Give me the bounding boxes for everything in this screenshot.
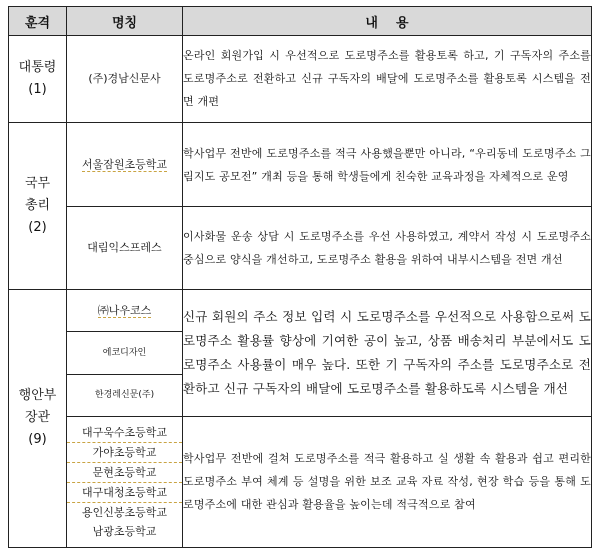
award-table [8, 6, 592, 548]
awardee-name-list [67, 416, 183, 547]
school-name: 문현초등학교 [67, 463, 182, 483]
school-name: 가야초등학교 [67, 443, 182, 463]
award-content: 학사업무 전반에 도로명주소를 적극 사용했을뿐만 아니라, “우리동네 도로명주소 그림지도 공모전” 개최 등을 통해 학생들에게 친숙한 교육과정을 자체적으로 운영 [183, 122, 592, 207]
table-row [9, 416, 592, 547]
school-name: 대구욱수초등학교 [67, 423, 182, 443]
grade-cell-minister [9, 289, 67, 547]
table-row [9, 122, 592, 207]
table-row [9, 36, 592, 123]
award-content: 온라인 회원가입 시 우선적으로 도로명주소를 활용토록 하고, 기 구독자의 주소를 도로명주소로 전환하고 신규 구독자의 배달에 도로명주소를 활용토록 시스템을 전면 개편 [183, 36, 592, 123]
grade-count: (2) [28, 219, 47, 235]
awardee-name-text: 서울잠원초등학교 [81, 157, 167, 171]
awardee-name: 한경레신문(주) [67, 374, 183, 416]
grade-cell-president [9, 36, 67, 123]
header-content: 내 용 [183, 7, 592, 36]
school-name: 남광초등학교 [92, 524, 157, 538]
grade-label: 대통령 [18, 59, 57, 75]
grade-count: (1) [28, 81, 47, 97]
table-row [9, 207, 592, 290]
grade-cell-prime-minister [9, 122, 67, 289]
header-grade: 훈격 [9, 7, 67, 36]
awardee-name: (주)경남신문사 [67, 36, 183, 123]
header-row [9, 7, 592, 36]
awardee-name [67, 289, 183, 331]
awardee-name: 대림익스프레스 [67, 207, 183, 290]
awardee-name-text: ㈜나우코스 [97, 303, 152, 317]
awardee-name: 에코디자인 [67, 332, 183, 374]
grade-label-line1: 국무 [24, 175, 51, 191]
grade-label-line2: 장관 [24, 410, 51, 426]
school-name: 대구대청초등학교 [67, 483, 182, 503]
grade-label-line2: 총리 [24, 197, 51, 213]
grade-count: (9) [28, 432, 47, 448]
school-name: 용인신봉초등학교 [81, 505, 167, 519]
header-name: 명칭 [67, 7, 183, 36]
award-content: 학사업무 전반에 걸쳐 도로명주소를 적극 활용하고 실 생활 속 활용과 쉽고 편리한 도로명주소 부여 체계 등 설명을 위한 보조 교육 자료 작성, 현장 학습 등을 통해 도로명주소에 대한 관심과 활용율을 높이는데 적극적으로 참여 [183, 416, 592, 547]
awardee-name [67, 122, 183, 207]
table-row [9, 289, 592, 331]
grade-label-line1: 행안부 [18, 388, 57, 404]
award-content: 이사화물 운송 상담 시 도로명주소를 우선 사용하였고, 계약서 작성 시 도로명주소 중심으로 양식을 개선하고, 도로명주소 활용을 위하여 내부시스템을 전면 개선 [183, 207, 592, 290]
award-content: 신규 회원의 주소 정보 입력 시 도로명주소를 우선적으로 사용함으로써 도로명주소 활용률 향상에 기여한 공이 높고, 상품 배송처리 부분에서도 도로명주소 사용률이 매우 높다. 또한 기 구독자의 주소를 도로명주소로 전환하고 신규 구독자의 배달에 도로명주소를 활용하도록 시스템을 개선 [183, 289, 592, 416]
